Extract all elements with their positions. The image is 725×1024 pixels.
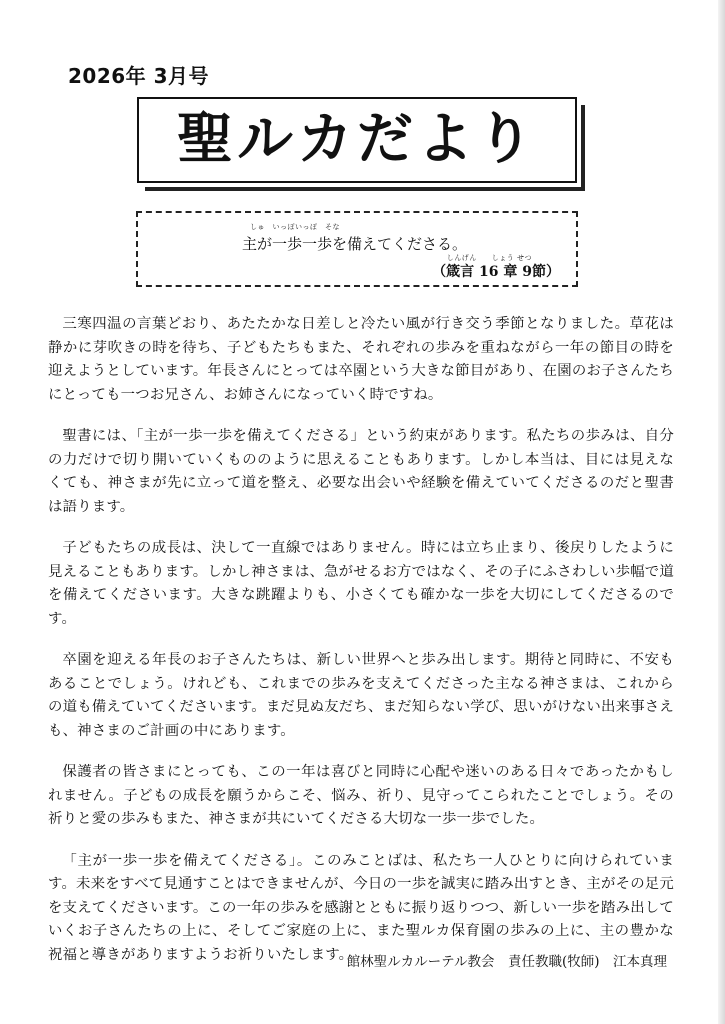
paragraph: 「主が一歩一歩を備えてくださる」。このみことばは、私たち一人ひとりに向けられています。未来をすべて見通すことはできませんが、今日の一歩を誠実に踏み出すとき、主がその足元を支えてくださいます。この一年の歩みを感謝とともに振り返りつつ、新しい一歩を踏み出していくお子さんたちの上に、そしてご家庭の上に、また聖ルカ保育園の歩みの上に、主の豊かな祝福と導きがありますようお祈りいたします。: [48, 852, 674, 963]
title-box: [137, 97, 577, 183]
paragraph: 卒園を迎える年長のお子さんたちは、新しい世界へと歩み出します。期待と同時に、不安もあることでしょう。けれども、これまでの歩みを支えてくださった主なる神さまは、これからの道も備えていてくださいます。まだ見ぬ友だち、まだ知らない学び、思いがけない出来事さえも、神さまのご計画の中にあります。: [48, 652, 674, 739]
scripture-box: [136, 211, 578, 287]
scripture-reference: （箴言 16 章 9節）: [432, 264, 560, 280]
newsletter-title: 聖ルカだより: [177, 107, 537, 172]
paragraph: 三寒四温の言葉どおり、あたたかな日差しと冷たい風が行き交う季節となりました。草花は静かに芽吹きの時を待ち、子どもたちもまた、それぞれの歩みを重ねながら一年の節目の時を迎えようとしています。年長さんにとっては卒園という大きな節目があり、在園のお子さんたちにとっても一つお兄さん、お姉さんになっていく時ですね。: [48, 316, 674, 403]
scripture-verse: 主が一歩一歩を備えてくださる。: [242, 235, 468, 253]
paragraph: 聖書には、「主が一歩一歩を備えてくださる」という約束があります。私たちの歩みは、自分の力だけで切り開いていくもののように思えることもあります。しかし本当は、目には見えなくても、神さまが先に立って道を整え、必要な出会いや経験を備えていてくださるのだと聖書は語ります。: [48, 428, 674, 515]
paragraph: 保護者の皆さまにとっても、この一年は喜びと同時に心配や迷いのある日々であったかもしれません。子どもの成長を願うからこそ、悩み、祈り、見守ってこられたことでしょう。その祈りと愛の歩みもまた、神さまが共にいてくださる大切な一歩一歩でした。: [48, 764, 674, 827]
page-edge: [718, 0, 725, 1024]
paragraph: 子どもたちの成長は、決して一直線ではありません。時には立ち止まり、後戻りしたように見えることもあります。しかし神さまは、急がせるお方ではなく、その子にふさわしい歩幅で道を備えてくださいます。大きな跳躍よりも、小さくても確かな一歩を大切にしてくださるのです。: [48, 540, 674, 627]
article-body: [48, 313, 674, 985]
signature: 館林聖ルカルーテル教会 責任教職(牧師) 江本真理: [346, 954, 667, 970]
verse-ruby: しゅ いっぽいっぽ そな: [250, 223, 340, 231]
issue-date: 2026年 3月号: [68, 64, 210, 88]
reference-ruby: しんげん しょう せつ: [446, 254, 532, 262]
